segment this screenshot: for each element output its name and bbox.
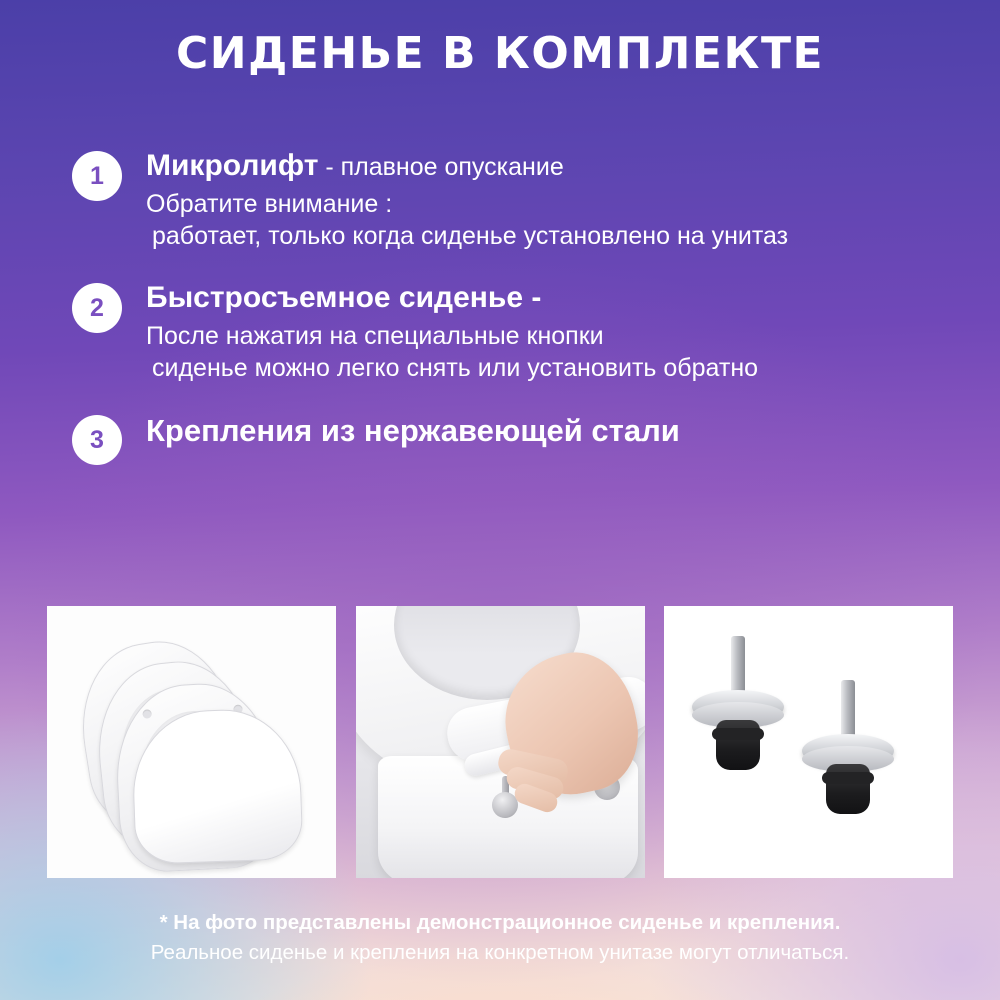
feature-list	[72, 148, 952, 493]
page-title: СИДЕНЬЕ В КОМПЛЕКТЕ	[175, 28, 825, 79]
feature-item-1	[72, 148, 952, 252]
footnote-line-1: * На фото представлены демонстрационное сиденье и крепления.	[159, 911, 841, 934]
feature-number-badge-1: 1	[72, 151, 122, 201]
feature-heading-1	[146, 148, 952, 184]
toilet-seat-soft-close-photo	[47, 606, 336, 878]
feature-line-1-1: Обратите внимание :	[146, 190, 393, 218]
photo-gallery	[47, 606, 953, 878]
feature-item-2	[72, 280, 952, 384]
footnote-line-2: Реальное сиденье и крепления на конкретном унитазе могут отличаться.	[150, 940, 850, 964]
feature-text-2	[146, 280, 952, 384]
feature-heading-strong-1: Микролифт	[146, 149, 319, 182]
feature-text-1	[146, 148, 952, 252]
feature-heading-3	[146, 412, 952, 449]
feature-text-3	[146, 412, 952, 453]
feature-heading-tail-1: - плавное опускание	[318, 153, 564, 181]
stainless-steel-fixings-photo	[664, 606, 953, 878]
feature-heading-strong-2: Быстросъемное сиденье -	[146, 281, 542, 314]
feature-heading-strong-3: Крепления из нержавеющей стали	[146, 413, 680, 448]
feature-line-2-2: сиденье можно легко снять или установить обратно	[152, 354, 759, 382]
feature-line-2-1: После нажатия на специальные кнопки	[146, 322, 604, 350]
feature-heading-2	[146, 280, 952, 316]
feature-number-badge-2: 2	[72, 283, 122, 333]
footnote	[0, 908, 1000, 967]
feature-line-1-2: работает, только когда сиденье установлено на унитаз	[152, 222, 789, 250]
feature-number-badge-3: 3	[72, 415, 122, 465]
quick-release-seat-hand-photo	[356, 606, 645, 878]
feature-item-3	[72, 412, 952, 465]
